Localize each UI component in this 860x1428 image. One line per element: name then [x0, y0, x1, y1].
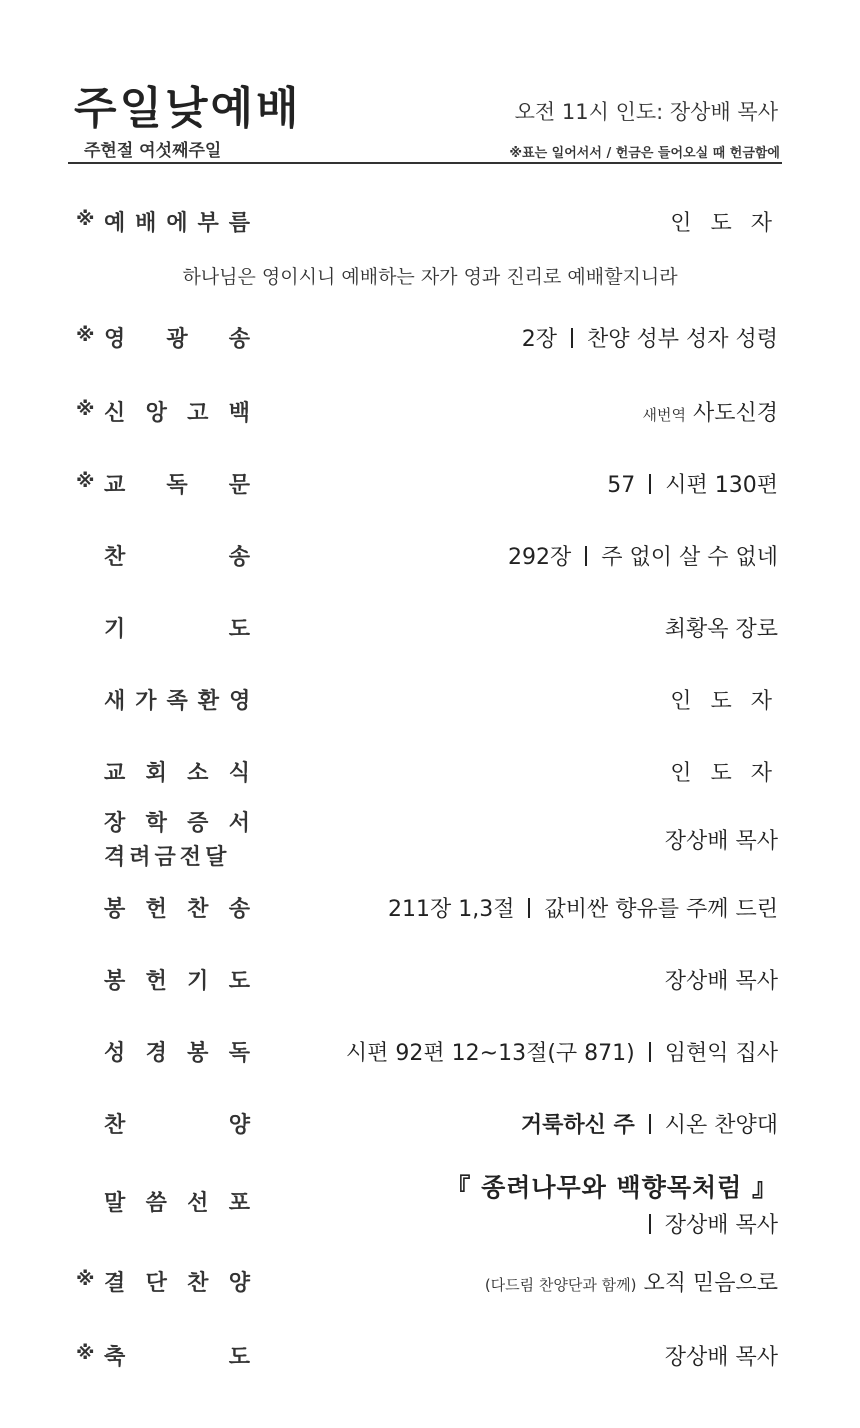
standing-mark: ※: [76, 1342, 95, 1364]
order-label-line2: 격 려 금 전 달: [104, 845, 227, 870]
order-label: 교 독 문: [104, 473, 250, 498]
order-label: 영 광 송: [104, 327, 250, 352]
order-content: 2장 찬양 성부 성자 성령: [521, 327, 778, 352]
standing-mark: ※: [76, 398, 95, 420]
order-label: 말 씀 선 포: [104, 1191, 250, 1216]
order-label: 예 배 에 부 름: [104, 211, 250, 236]
separator-bar: [649, 1114, 651, 1134]
order-label: 축 도: [104, 1345, 250, 1370]
order-content: 새번역 사도신경: [642, 401, 778, 426]
sermon-title: 『 종려나무와 백향목처럼 』: [445, 1173, 778, 1202]
service-info: 오전 11시 인도: 장상배 목사: [514, 100, 778, 124]
order-label: 신 앙 고 백: [104, 401, 250, 426]
order-content: 장상배 목사: [664, 969, 778, 994]
standing-mark: ※: [76, 208, 95, 230]
standing-mark: ※: [76, 1268, 95, 1290]
order-content: 인 도 자: [670, 761, 778, 786]
order-content: 시편 92편 12~13절(구 871) 임현익 집사: [345, 1041, 778, 1066]
order-content: 거룩하신 주 시온 찬양대: [520, 1113, 778, 1138]
order-label: 새 가 족 환 영: [104, 689, 251, 714]
order-content: 최황옥 장로: [664, 617, 778, 642]
standing-notice: ※표는 일어서서 / 헌금은 들어오실 때 헌금함에: [509, 146, 780, 161]
order-label: 찬 양: [104, 1113, 250, 1138]
liturgical-subtitle: 주현절 여섯째주일: [84, 141, 222, 161]
header-divider: [68, 162, 782, 164]
separator-bar: [649, 474, 651, 494]
order-label: 봉 헌 기 도: [104, 969, 250, 994]
order-content: (다드림 찬양단과 함께) 오직 믿음으로: [484, 1271, 778, 1296]
order-content: 211장 1,3절 값비싼 향유를 주께 드린: [388, 897, 778, 922]
order-content: 57 시편 130편: [607, 473, 778, 498]
order-content: 장상배 목사: [664, 829, 778, 854]
standing-mark: ※: [76, 470, 95, 492]
separator-bar: [649, 1042, 651, 1062]
order-content: 인 도 자: [670, 211, 778, 236]
order-content: 장상배 목사: [664, 1345, 778, 1370]
separator-bar: [571, 328, 573, 348]
order-content: 인 도 자: [670, 689, 778, 714]
separator-bar: [585, 546, 587, 566]
order-label: 찬 송: [104, 545, 250, 570]
call-verse: 하나님은 영이시니 예배하는 자가 영과 진리로 예배할지니라: [182, 266, 678, 288]
standing-mark: ※: [76, 324, 95, 346]
page-title: 주일낮예배: [74, 83, 302, 134]
order-label: 장 학 증 서: [104, 811, 250, 836]
order-content: 292장 주 없이 살 수 없네: [508, 545, 778, 570]
separator-bar: [528, 898, 530, 918]
sermon-preacher: 장상배 목사: [635, 1208, 778, 1239]
order-label: 결 단 찬 양: [104, 1271, 250, 1296]
order-label: 기 도: [104, 617, 250, 642]
separator-bar: [649, 1214, 651, 1234]
order-label: 봉 헌 찬 송: [104, 897, 250, 922]
order-label: 교 회 소 식: [104, 761, 250, 786]
order-label: 성 경 봉 독: [104, 1041, 250, 1066]
